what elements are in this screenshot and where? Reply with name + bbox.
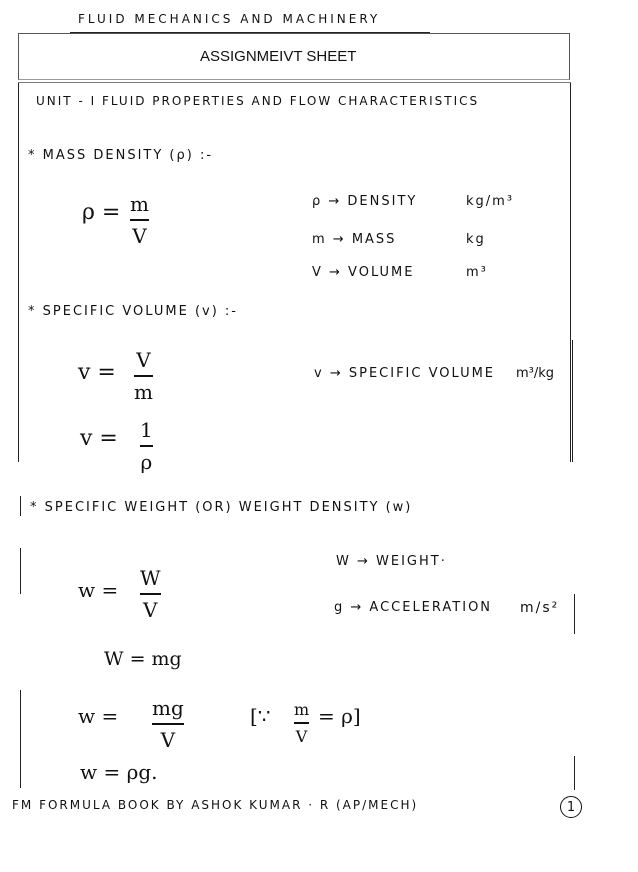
fraction-bar	[152, 723, 184, 725]
mass-unit: kg	[466, 232, 486, 247]
sv2-numerator: 1	[140, 418, 153, 442]
fraction-bar	[134, 375, 153, 377]
sw-denominator: V	[143, 597, 158, 622]
sv-formula-lhs: v =	[78, 360, 116, 385]
bracket-fraction	[294, 700, 309, 746]
mass-definition: m → MASS	[312, 232, 397, 247]
fraction-bar	[294, 722, 309, 724]
acceleration-definition: g → ACCELERATION	[334, 600, 493, 615]
fraction-bar	[140, 593, 161, 595]
weight-equation: W = mg	[104, 648, 182, 670]
volume-definition: V → VOLUME	[312, 265, 415, 280]
sw-box2-left-border	[20, 690, 21, 788]
subject-heading: FLUID MECHANICS AND MACHINERY	[78, 12, 381, 26]
sv-denominator: m	[134, 379, 153, 404]
sw-left-border	[20, 496, 21, 516]
specific-weight-heading: * SPECIFIC WEIGHT (OR) WEIGHT DENSITY (w)	[30, 500, 413, 515]
density-fraction	[130, 192, 149, 248]
sv-fraction2	[140, 418, 153, 474]
specific-volume-heading: * SPECIFIC VOLUME (v) :-	[28, 304, 238, 319]
sw-box-left-border	[20, 548, 21, 594]
bracket-denominator: V	[295, 726, 308, 746]
sw-formula-lhs: w =	[78, 578, 119, 602]
density-numerator: m	[130, 192, 149, 216]
volume-unit: m³	[466, 265, 488, 280]
sv2-denominator: ρ	[140, 449, 153, 474]
sv-formula2-lhs: v =	[80, 426, 118, 451]
sv-box-left-border	[18, 340, 19, 462]
fraction-bar	[140, 445, 153, 447]
density-formula-lhs: ρ =	[82, 200, 121, 225]
content-box-top-border	[18, 82, 571, 83]
sw-box-right-border	[574, 594, 575, 634]
content-box-right-border	[570, 82, 571, 462]
bracket-open: [∵	[250, 704, 271, 728]
sw2-numerator: mg	[152, 696, 184, 720]
sv-unit: m³/kg	[516, 366, 555, 381]
sw-fraction2	[152, 696, 184, 752]
sv-box-right-border	[572, 340, 573, 462]
density-denominator: V	[132, 223, 147, 248]
footer-text: FM FORMULA BOOK BY ASHOK KUMAR · R (AP/MECH)	[12, 798, 419, 812]
bracket-numerator: m	[294, 700, 310, 719]
unit-heading: UNIT - I FLUID PROPERTIES AND FLOW CHARACTERISTICS	[36, 94, 480, 108]
sw-numerator: W	[140, 566, 161, 590]
sw2-denominator: V	[160, 727, 176, 752]
acceleration-unit: m/s²	[520, 600, 560, 616]
page-number: 1	[560, 796, 582, 818]
sv-numerator: V	[136, 348, 151, 372]
fraction-bar	[130, 219, 149, 221]
mass-density-heading: * MASS DENSITY (ρ) :-	[28, 148, 214, 163]
sw-fraction	[140, 566, 161, 622]
bracket-close: = ρ]	[318, 704, 361, 728]
sheet-title: ASSIGNMEIVT SHEET	[200, 48, 357, 65]
sw-formula2-lhs: w =	[78, 704, 119, 728]
sv-fraction	[134, 348, 153, 404]
sv-definition: v → SPECIFIC VOLUME	[314, 366, 496, 381]
density-unit: kg/m³	[466, 194, 515, 209]
final-equation: w = ρg.	[80, 760, 158, 784]
density-definition: ρ → DENSITY	[312, 194, 418, 209]
sw-box2-right-border	[574, 756, 575, 790]
weight-definition: W → WEIGHT·	[336, 554, 447, 569]
